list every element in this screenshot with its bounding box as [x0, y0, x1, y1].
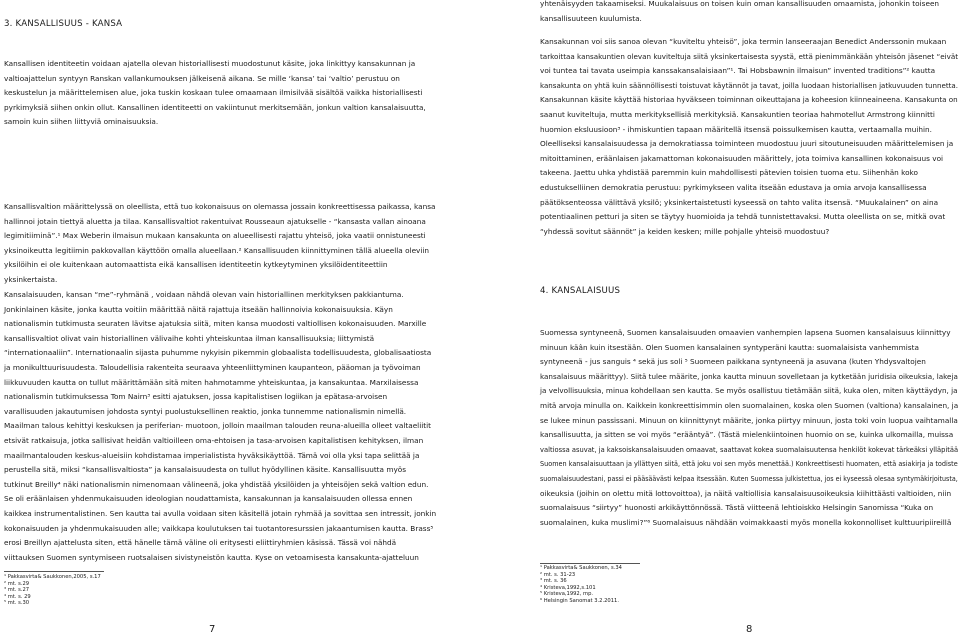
text-line: Se oli eräänlaisen yhdenmukaisuuden ideologian noudattamista, kansakunnan ja kansalaisuuden ollessa ennen	[4, 494, 413, 504]
left-footnotes	[4, 574, 101, 607]
text-line: kaikkea instrumentalistinen. Sen kautta tai avulla voidaan siten käsitellä jotain ryhmää ja sovittaa sen intressit, jonkin	[4, 508, 437, 518]
text-line: perustella sitä, miksi “kansallisvaltiosta” ja kansalaisuudesta on tullut hyödyllinen käsite. Kansallisuutta myös	[4, 465, 407, 475]
right-paragraph-3	[540, 326, 958, 530]
text-line: nationalismin tutkimuksessa Tom Nairn³ esitti ajatuksen, jossa kapitalistisen logiikan ja epätasa-arvoisen	[4, 392, 388, 402]
text-line: kokonaisuuden ja yhdenmukaisuuden alle; vaikkapa koulutuksen tai tuotantoresurssien jakaantumisen kautta. Brass⁵	[4, 523, 434, 533]
text-line: Kansallisvaltion määrittelyssä on oleellista, että tuo kokonaisuus on olemassa jossain konkreettisessa paikassa, kansa	[4, 202, 436, 211]
text-line: minuun käân kuin itsestään. Olen Suomen kansalainen syntyperäni kautta: suomalaisista vanhemmista	[540, 342, 919, 352]
text-line: syntyneenä - jus sanguis ⁴ sekä jus soli ⁵ Suomeen paikkana syntyneenä ja asuvana (kuten Yhdysvaltojen	[540, 357, 926, 367]
text-line: mitoittaminen, eräänlaisen jakamattoman kokonaisuuden määrittely, jota toimiva kansallinen kokonaisuus voi	[540, 153, 944, 163]
text-line: yksilöihin ei ole kuitenkaan automaattista eikä kansallisen identiteetin kytkeytyminen yksilöidentiteettiin	[4, 260, 388, 270]
text-line: hallinnoi jotain tiettyä aluetta ja tilaa. Kansallisvaltiot rakentuivat Rousseaun ajatukselle - “kansasta vallan ainoana	[4, 216, 426, 226]
text-line: suomalaisuudestani, passi ei pääsäävästi kelpaa itsessään. Kuten Suomessa julkistettua, jos ei kyseessä olesaa syntymäkirjoitusta,	[540, 473, 958, 483]
text-line: erosi Breillyn ajattelusta siten, että hänelle tämä väline oli eritysesti eliittiryhmien käsissä. Tässä voi nähdä	[4, 538, 397, 548]
text-line: Kansakunnan käsite käyttää historiaa hyväkseen toiminnan oikeuttajana ja koheesion kiinneaineena. Kansakunta on	[540, 95, 958, 105]
footnote: ¹ Pakkasvirta& Saukkonen,2005, s.17	[4, 574, 101, 580]
text-line: Oleelliseksi kansalaisuudessa ja demokratiassa toiminteen muodostuu juuri sitoutuneisuuden määrittelemisen ja	[540, 139, 954, 149]
page-number: 8	[746, 624, 753, 635]
text-line: valtioajattelun syntyyn Ranskan vallankumouksen jälkeisenä aikana. Se mille ‘kansa’ tai ‘valtio’ perustuu on	[4, 73, 400, 83]
text-line: kansallisvaltiot olivat vain historiallinen välivaihe kohti yhteiskuntaa ilman kansallisuuksia; liittymistä	[4, 333, 375, 343]
text-line: Jonkinlainen käsite, jonka kautta voitiin määrittää näitä rajattuja itseään hallinnoivia kokonaisuuksia. Käyn	[4, 304, 393, 314]
footnote: ³ mt. s. 36	[540, 578, 567, 585]
text-line: se lukee minun passissani. Minuun on kiinnittynyt määrite, jonka piirtyy minuun, josta toki voin luopua vaihtamalla	[540, 415, 958, 425]
text-line: suomalaisuus “siirtyy” huonosti arkikäyttönnössä. Tästä viitteenä lehtioiskko Helsingin Sanomissa “Kuka on	[540, 503, 934, 513]
text-line: saanut kuviteltuja, mutta merkityksellisiä merkityksiä. Kansakuntien teoriaa hahmotellut Armstrong kiinnitti	[540, 109, 935, 119]
text-line: Suomessa syntyneenä, Suomen kansalaisuuden omaavien vanhempien lapsena Suomen kansalaisuus kiinnittyy	[540, 328, 951, 337]
text-line: etsivät ratkaisuja, jotka sallisivat heidän valtioilleen oma-ehtoisen ja tasa-arvoisen kapitalistisen kehityksen, ilman	[4, 435, 424, 445]
text-line: liikkuvuuden kautta on tullut määrittämään sitä miten hahmotamme yhteiskuntaa, ja kansakuntaa. Marxilaisessa	[4, 377, 419, 387]
text-line: kansakunta on yhtä kuin säännöllisesti toistuvat käytännöt ja tavat, joilla luodaan historiallisen jatkuvuuden tunnetta.	[540, 80, 959, 90]
section-heading-kansalaisuus: 4. KANSALAISUUS	[540, 286, 621, 296]
text-line: yhtenäisyyden takaamiseksi. Muukalaisuus on toisen kuin oman kansallisuuden omaamista, johonkin toiseen	[540, 0, 940, 8]
text-line: valtiossa asuvat, ja kaksoiskansalaisuuden omaavat, saattavat kokea suomalaisuutensa henkilöt kokevat tärkeäksi ylläpitää	[540, 444, 959, 454]
text-line: huomion eksluusioon³ - ihmiskuntien tapaan määritellä itsensä poissulkemisen kautta, vertaamalla muihin.	[540, 124, 932, 134]
left-paragraph-3	[4, 288, 474, 565]
text-line: Kansalaisuuden, kansan “me”-ryhmänä , voidaan nähdä olevan vain historiallinen merkityksen pakkiantuma.	[4, 290, 404, 299]
footnote: ² mt. s.29	[4, 580, 30, 587]
section-heading-kansallisuus: 3. KANSALLISUUS - KANSA	[4, 19, 123, 29]
text-line: kansallisuuteen kuulumista.	[540, 13, 642, 23]
text-line: voi tuntea tai tavata useimpia kanssakansalaisiaan”¹. Tai Hobsbawnin ilmaisun” invented traditions”² kautta	[540, 66, 936, 76]
text-line: mitä arvoja minulla on. Kaikkein konkreettisimmin olen suomalainen, koska olen Suomen (valtiona) kansalainen, ja	[540, 400, 959, 410]
text-line: Suomen kansalaisuuttaan ja yllättyen siitä, että joku voi sen myös menettää.) Konkreettisesti huomaten, että asiakirja ja todiste	[540, 459, 958, 469]
text-line: Maailman talous kehittyi keskuksen ja periferian- muotoon, jolloin maailman talouden reuna-alueilla olleet valtaeliitit	[4, 421, 432, 431]
footnote: ¹ Pakkasvirta& Saukkonen, s.34	[540, 565, 622, 571]
text-line: samoin kuin siihen liittyviä ominaisuuksia.	[4, 117, 159, 127]
right-paragraph-2	[540, 35, 958, 239]
footnote: ⁵ Kristeva,1992, mp.	[540, 591, 594, 598]
text-line: yksinkertaista.	[4, 274, 58, 284]
text-line: viittauksen Suomen syntymiseen ruotsalaisen sivistyneistön kautta. Kyse on vetoamisesta kansakunta-ajatteluun	[4, 552, 419, 562]
text-line: “yhdessä sovitut säännöt” ja keiden kesken; mille pohjalle yhteisö muodostuu?	[540, 226, 830, 236]
footnote: ⁶ Helsingin Sanomat 3.2.2011.	[540, 597, 619, 604]
text-line: yksinoikeutta legitiimin pakkovallan käyttöön omalla alueellaan.² Kansallisuuden kiinnittyminen tällä alueella oleviin	[4, 245, 430, 255]
text-line: tarkoittaa kansakuntien olevan kuviteltuja siitä yksinkertaisesta syystä, että pienimmänkään yhteisön jäsenet “eivät	[540, 51, 959, 61]
text-line: kansallisuutta, ja sitten se voi myös “erääntyä”. (Tästä mielenkiintoinen huomio on se, kuinka ulkomailla, muissa	[540, 430, 954, 440]
text-line: suomalainen, kuka muslimi?”⁶ Suomalaisuus nähdään voimakkaasti myös monella kokonnolliset kulttuuripiireillä	[540, 517, 952, 527]
text-line: kansalaisuus määrittyy). Siitä tulee määrite, jonka kautta minuun sovelletaan ja kytketään juridisia oikeuksia, lakeja	[540, 371, 958, 381]
right-page	[480, 0, 960, 638]
text-line: päätöksenteossa välittävä yksilö; yksinkertaistetusti kyseessä on tahto valita itsensä. “Muukalainen” on aina	[540, 197, 939, 207]
left-paragraph-1	[4, 57, 474, 130]
text-line: potentiaalinen petturi ja siten se täytyy huomioida ja tehdä tunnistettavaksi. Mutta oleellista on se, mitkä ovat	[540, 212, 946, 222]
footnote: ³ mt. s.27	[4, 587, 30, 594]
footnote-separator	[4, 571, 104, 572]
right-paragraph-1	[540, 0, 958, 26]
text-line: tutkinut Breilly⁴ näki nationalismin nimenomaan välineenä, joka yhdistää yksilöiden ja yhteisöjen sekä valtion edun.	[4, 479, 429, 489]
text-line: pyrkimyksiä siihen onkin ollut. Kansallinen identiteetti on vakiintunut merkitsemään, jonkun valtion kansalaisuutta,	[4, 102, 426, 112]
text-line: legimitiiminä”.¹ Max Weberin ilmaisun mukaan kansakunta on alueellisesti rajattu yhteisö, joka vaatii onnistuneesti	[4, 231, 426, 241]
right-footnotes	[540, 565, 622, 605]
text-line: Kansakunnan voi siis sanoa olevan “kuviteltu yhteisö”, joka termin lanseeraajan Benedict Anderssonin mukaan	[540, 37, 947, 46]
footnote-separator	[540, 563, 640, 564]
footnote: ⁵ mt. s.30	[4, 600, 30, 607]
text-line: nationalismin tutkimusta seuraten lävitse ajatuksia siitä, miten kansa muodosti valtiollisen kokonaisuuden. Marxille	[4, 319, 427, 329]
text-line: ja monikulttuurisuudesta. Taloudellisia rakenteita seuraava yhteenliittyminen kaupanteon, pääoman ja työvoiman	[4, 362, 421, 372]
text-line: keskustelun ja määrittelemisen alue, joka tuskin koskaan tulee omaamaan ilmisilvää sisältöä vaikka historiallisesti	[4, 88, 423, 98]
footnote: ⁴ mt. s. 29	[4, 593, 31, 600]
text-line: Kansallisen identiteetin voidaan ajatella olevan historiallisesti muodostunut käsite, joka linkittyy kansakunnan ja	[4, 59, 416, 68]
text-line: maailmantalouden keskus-alueisiin kohdistamaa imperialistista hyväksikäyttöä. Tämä voi olla yksi tapa selittää ja	[4, 450, 420, 460]
text-line: varallisuuden jakautumisen johdosta syntyi puolustuksellinen reaktio, jonka tunnemme nationalismin nimellä.	[4, 406, 407, 416]
text-line: takeena. Jaettu uhka yhdistää paremmin kuin mahdollisesti pätevien toisien tuoma etu. Siihenhän koko	[540, 168, 918, 178]
footnote: ² mt. s. 31-23	[540, 571, 576, 578]
text-line: “internationaaliin”. Internationaalin sijasta puhumme nykyisin pikemmin globaalista todellisuudesta, globalisaatiosta	[4, 348, 432, 358]
page-number: 7	[209, 624, 216, 635]
text-line: oikeuksia (joihin on olettu mitä lottovoittoa), ja näitä valtiollisia kansalaisuusoikeuksia kiihittäästi valtioiden, niin	[540, 488, 952, 498]
text-line: ja velvollisuuksia, minua kohdellaan sen kautta. Se myös osallistuu tietämään siitä, kuka olen, miten käyttäydyn, ja	[540, 386, 958, 396]
left-paragraph-2	[4, 200, 474, 288]
text-line: edustukselliinen demokratia perustuu: pyrkimykseen valita itseään edustava ja omia arvoja kansallisessa	[540, 182, 927, 192]
footnote: ⁴ Kristeva,1992,s.101	[540, 584, 596, 591]
